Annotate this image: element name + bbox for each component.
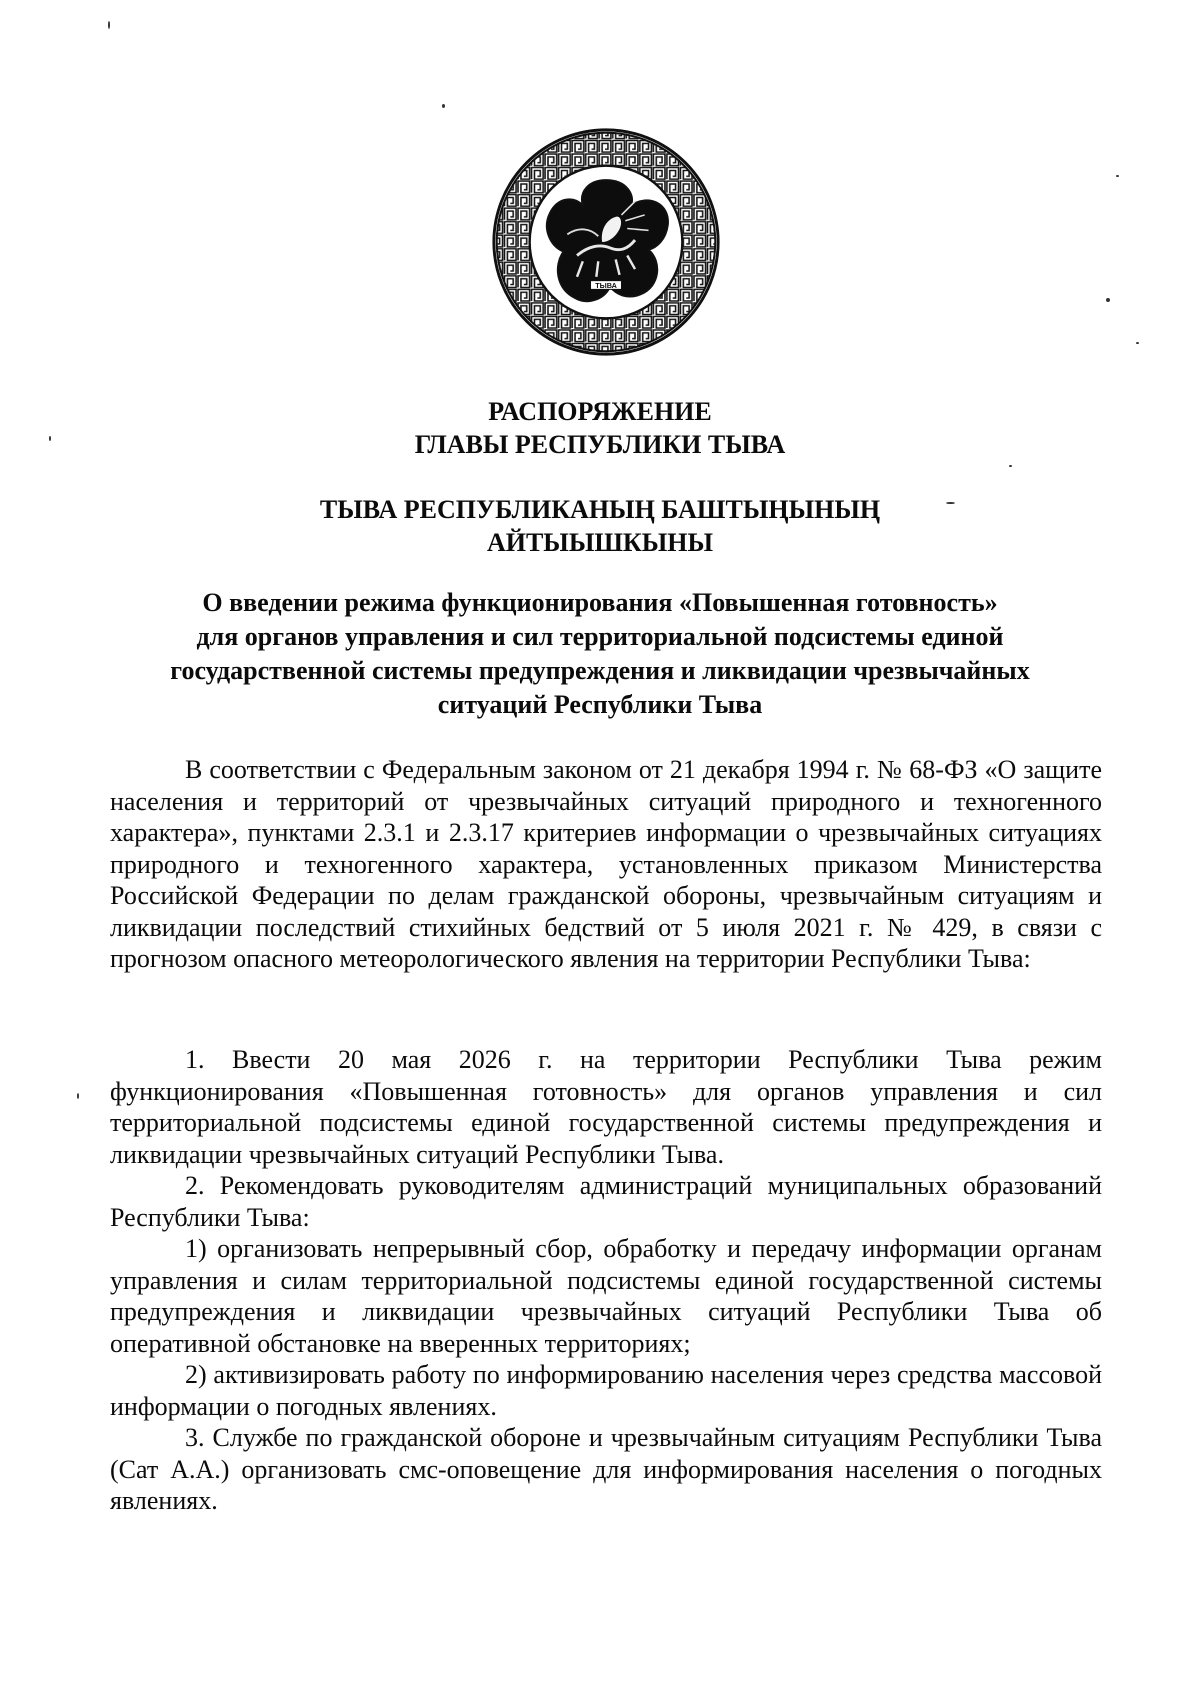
title-line: АЙТЫЫШКЫНЫ	[486, 528, 714, 557]
order-items	[110, 1044, 1102, 1517]
preamble-paragraph: В соответствии с Федеральным законом от 21 декабря 1994 г. № 68-ФЗ «О защите населения и территорий от чрезвычайных ситуаций природного и техногенного характера», пунктами 2.3.1 и 2.3.17 критериев информации о чрезвычайных ситуациях природного и техногенного характера, установленных приказом Министерства Российской Федерации по делам гражданской обороны, чрезвычайным ситуациям и ликвидации последствий стихийных бедствий от 5 июля 2021 г. № 429, в связи с прогнозом опасного метеорологического явления на территории Республики Тыва:	[110, 755, 1102, 973]
document-title-tyvan	[0, 493, 1200, 559]
order-item: 1. Ввести 20 мая 2026 г. на территории Республики Тыва режим функционирования «Повышенная готовность» для органов управления и сил территориальной подсистемы единой государственной системы предупреждения и ликвидации чрезвычайных ситуаций Республики Тыва.	[110, 1045, 1102, 1169]
document-subject	[0, 586, 1200, 722]
title-line: ГЛАВЫ РЕСПУБЛИКИ ТЫВА	[414, 430, 786, 459]
scan-speck	[1106, 298, 1110, 302]
scan-speck	[1136, 342, 1139, 344]
svg-text:ТЫВА: ТЫВА	[595, 280, 617, 290]
subject-line: ситуаций Республики Тыва	[437, 690, 763, 719]
order-item: 2. Рекомендовать руководителям администраций муниципальных образований Республики Тыва:	[110, 1171, 1102, 1232]
emblem-of-tuva-icon	[490, 126, 722, 358]
preamble-section	[110, 754, 1102, 975]
scan-speck	[77, 1093, 79, 1099]
order-item: 3. Службе по гражданской обороне и чрезвычайным ситуациям Республики Тыва (Сат А.А.) организовать смс-оповещение для информирования населения о погодных явлениях.	[110, 1423, 1102, 1515]
order-subitem: 2) активизировать работу по информированию населения через средства массовой информации о погодных явлениях.	[110, 1360, 1102, 1421]
title-line: РАСПОРЯЖЕНИЕ	[488, 397, 712, 426]
subject-line: для органов управления и сил территориальной подсистемы единой	[196, 622, 1004, 651]
scan-speck	[1116, 175, 1119, 177]
subject-line: О введении режима функционирования «Повышенная готовность»	[202, 588, 998, 617]
document-title	[0, 395, 1200, 461]
subject-line: государственной системы предупреждения и ликвидации чрезвычайных	[170, 656, 1030, 685]
scan-speck	[442, 104, 445, 108]
order-subitem: 1) организовать непрерывный сбор, обработку и передачу информации органам управления и силам территориальной подсистемы единой государственной системы предупреждения и ликвидации чрезвычайных ситуаций Республики Тыва об оперативной обстановке на вверенных территориях;	[110, 1234, 1102, 1358]
scan-speck	[1009, 465, 1012, 467]
scan-speck	[946, 502, 955, 504]
title-line: ТЫВА РЕСПУБЛИКАНЫҢ БАШТЫҢЫНЫҢ	[319, 495, 881, 524]
scan-speck	[108, 21, 110, 29]
scan-speck	[49, 436, 51, 441]
